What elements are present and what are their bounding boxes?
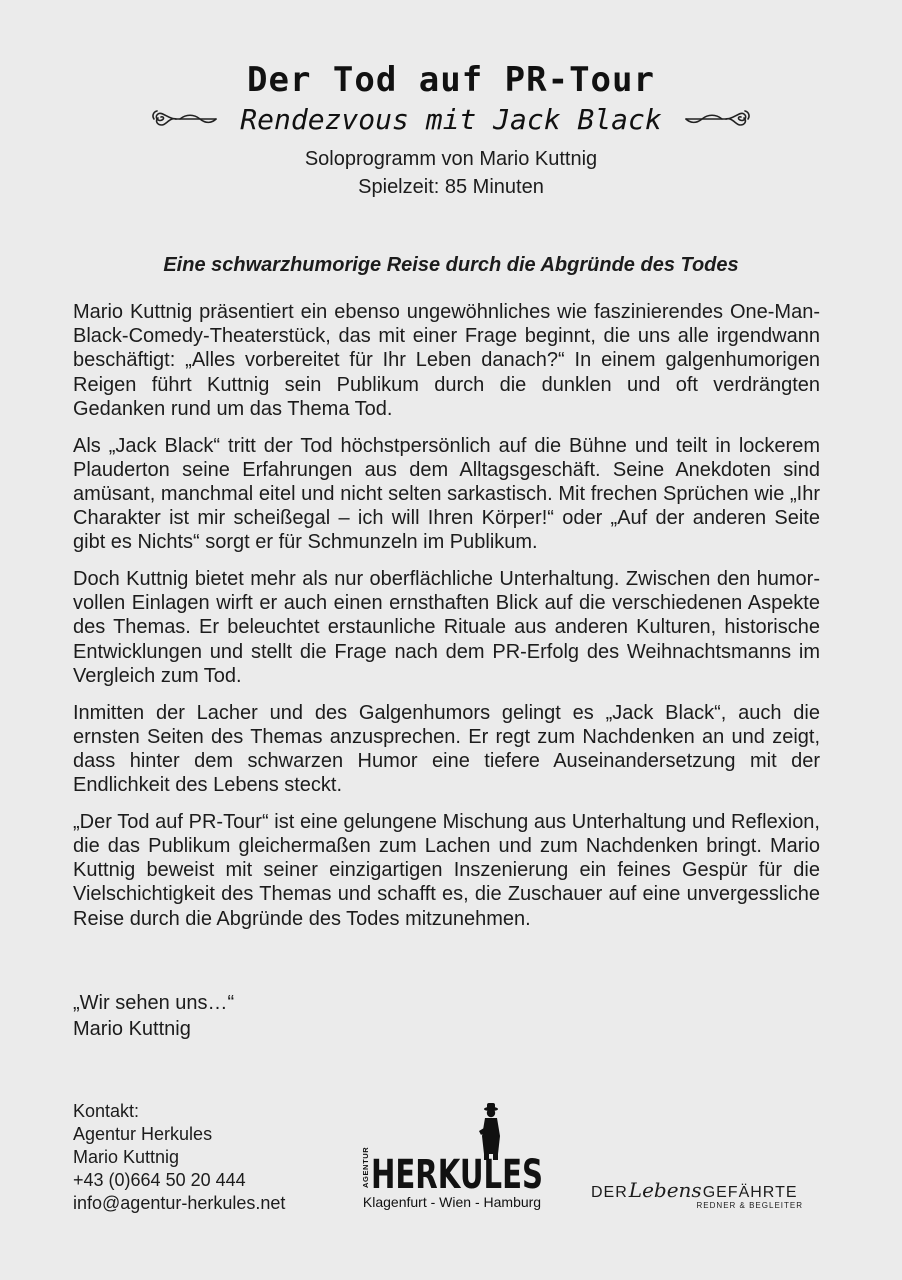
right-flourish-icon (684, 106, 752, 132)
lebens-tagline: REDNER & BEGLEITER (696, 1201, 803, 1210)
program-line: Soloprogramm von Mario Kuttnig (304, 148, 598, 170)
tagline: Eine schwarzhumorige Reise durch die Abgründe des Todes (163, 254, 739, 276)
signature: Mario Kuttnig (73, 1018, 191, 1040)
lebens-wordmark (591, 1178, 798, 1202)
paragraph: „Der Tod auf PR-Tour“ ist eine gelungene Mischung aus Unterhaltung und Reflexion, die das Publikum gleichermaßen zum Lachen und zum Nachdenken bringt. Mario Kuttnig beweist mit seiner einzigartigen Inszenierung ein feines Gespür für die Vielschichtigkeit des Themas und schafft es, die Zuschauer auf eine unvergessliche Reise durch die Abgründe des Todes mitzunehmen. (73, 810, 820, 930)
lebens-der: DER (591, 1184, 628, 1201)
subtitle-row (150, 100, 752, 138)
document-title: Der Tod auf PR-Tour (247, 60, 655, 100)
herkules-name: HERKULES (371, 1152, 543, 1194)
body-text (73, 300, 820, 943)
herkules-agentur-label: AGENTUR (361, 1146, 370, 1188)
herkules-wordmark-icon (357, 1102, 547, 1194)
contact-agency: Agentur Herkules (73, 1124, 213, 1144)
paragraph: Doch Kuttnig bietet mehr als nur oberflächliche Unterhaltung. Zwischen den humorvollen Einlagen wirft er auch einen ernsthaften Blick auf die verschiedenen Aspekte des Themas. Er beleuchtet erstaunliche Rituale aus anderen Kulturen, historische Entwicklungen und stellt die Frage nach dem PR-Erfolg des Weihnachtsmanns im Vergleich zum Tod. (73, 568, 820, 687)
paragraph: Als „Jack Black“ tritt der Tod höchstpersönlich auf die Bühne und teilt in lockerem Plauderton seine Erfahrungen aus dem Alltagsgeschäft. Seine Anekdoten sind amüsant, manchmal eitel und nicht selten sarkastisch. Mit frechen Sprüchen wie „Ihr Charakter ist mir scheißegal – ich will Ihren Körper!“ oder „Auf der anderen Seite gibt es Nichts“ sorgt er für Schmunzeln im Publikum. (73, 434, 820, 554)
contact-block (73, 1100, 285, 1215)
runtime-line: Spielzeit: 85 Minuten (358, 176, 544, 198)
contact-phone[interactable]: +43 (0)664 50 20 444 (73, 1170, 246, 1190)
closing (73, 990, 234, 1042)
herkules-cities: Klagenfurt - Wien - Hamburg (362, 1194, 542, 1210)
document-subtitle: Rendezvous mit Jack Black (240, 102, 662, 136)
lebensgefaehrte-logo (588, 1170, 808, 1220)
lebens-script: Lebens (628, 1178, 702, 1202)
lebens-gefaehrte: GEFÄHRTE (702, 1184, 798, 1201)
paragraph: Mario Kuttnig präsentiert ein ebenso ungewöhnliches wie faszinierendes One-Man-Black-Comedy-Theaterstück, das mit einer Frage beginnt, die uns alle irgendwann beschäftigt: „Alles vorbereitet für Ihr Leben danach?“ In einem galgenhumorigen Reigen führt Kuttnig sein Publikum durch die dunklen und oft verdrängten Gedanken rund um das Thema Tod. (73, 301, 820, 420)
contact-heading: Kontakt: (73, 1101, 140, 1121)
contact-email[interactable]: info@agentur-herkules.net (73, 1193, 286, 1213)
closing-quote: „Wir sehen uns…“ (73, 992, 235, 1014)
paragraph: Inmitten der Lacher und des Galgenhumors gelingt es „Jack Black“, auch die ernsten Seiten des Themas anzusprechen. Er regt zum Nachdenken an und zeigt, dass hinter dem schwarzen Humor eine tiefere Auseinandersetzung mit der Endlichkeit des Lebens steckt. (73, 701, 820, 797)
contact-name: Mario Kuttnig (73, 1147, 180, 1167)
left-flourish-icon (150, 106, 218, 132)
herkules-logo (357, 1102, 547, 1217)
